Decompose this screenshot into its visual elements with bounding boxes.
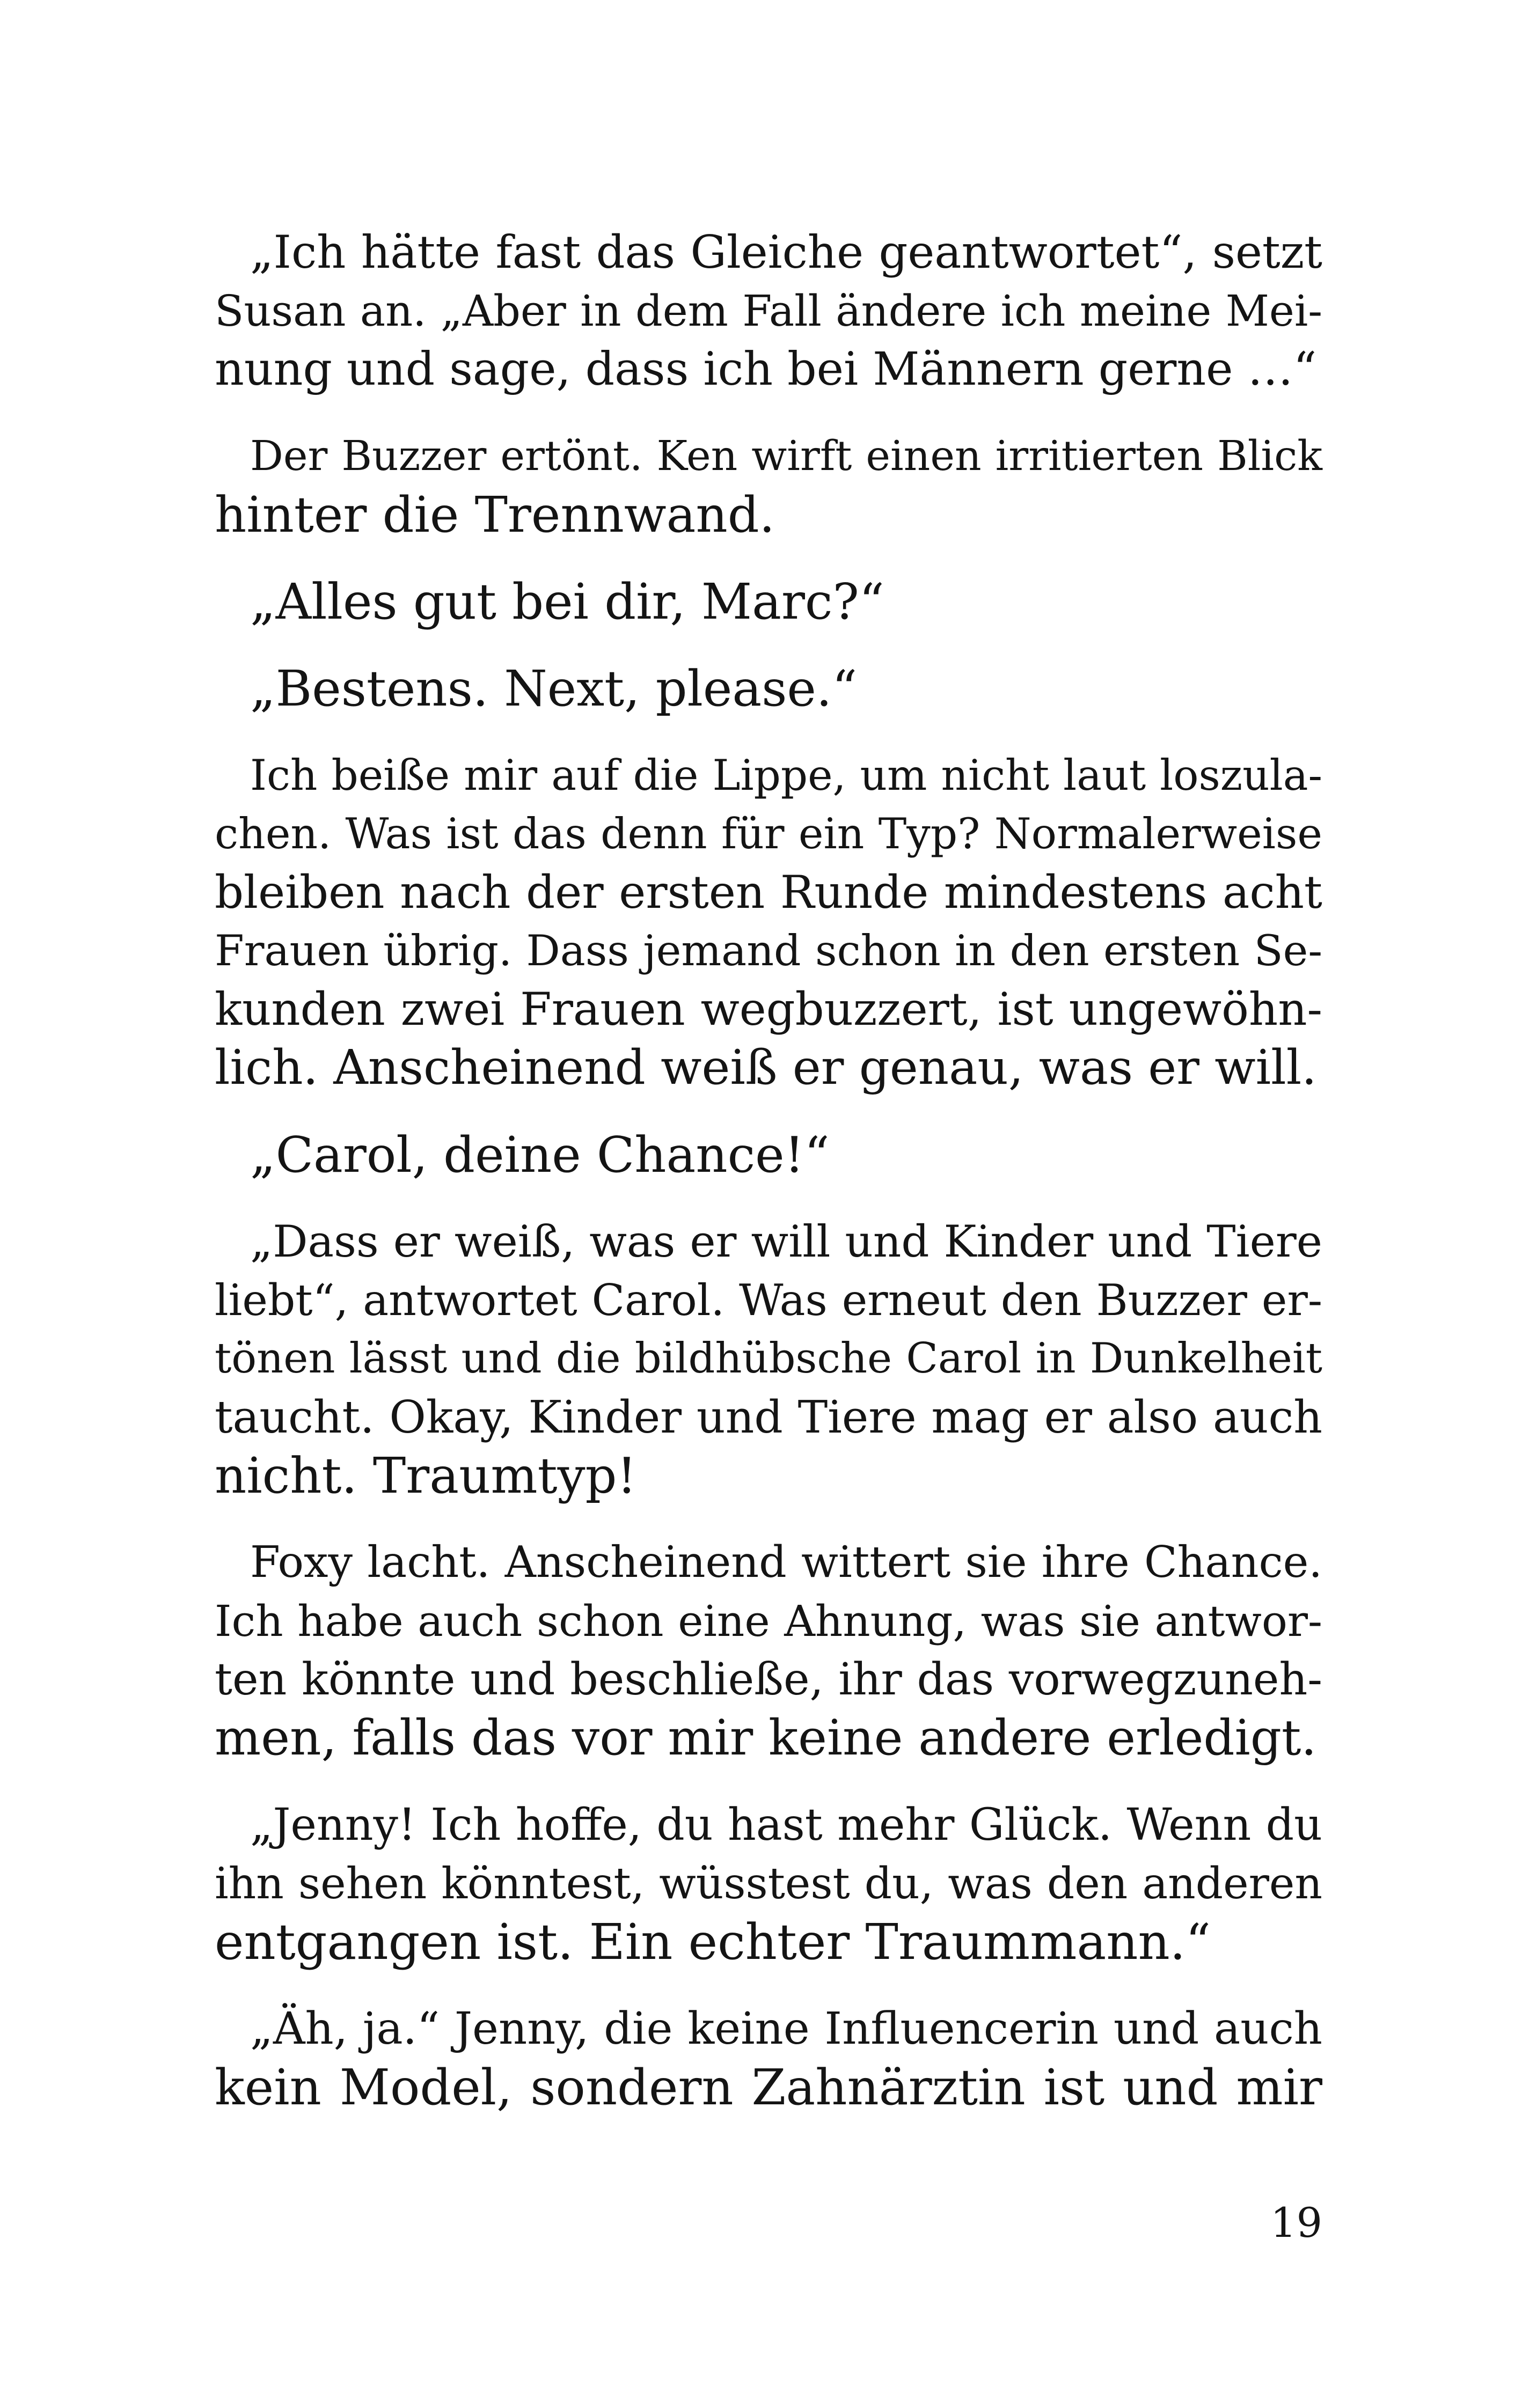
paragraph xyxy=(215,572,1322,631)
text-line: kunden zwei Frauen wegbuzzert, ist ungewöhn- xyxy=(215,983,1322,1036)
paragraph xyxy=(215,659,1322,718)
paragraph xyxy=(215,2000,1322,2117)
text-line: „Alles gut bei dir, Marc?“ xyxy=(250,573,884,630)
text-line: liebt“, antwortet Carol. Was erneut den Buzzer er- xyxy=(215,1275,1322,1325)
text-line: chen. Was ist das denn für ein Typ? Normalerweise xyxy=(215,809,1322,858)
text-line: tönen lässt und die bildhübsche Carol in Dunkelheit xyxy=(215,1334,1322,1383)
text-line: Foxy lacht. Anscheinend wittert sie ihre Chance. xyxy=(250,1537,1322,1588)
text-line: taucht. Okay, Kinder und Tiere mag er also auch xyxy=(215,1391,1322,1443)
paragraph xyxy=(215,427,1322,544)
text-line: men, falls das vor mir keine andere erledigt. xyxy=(215,1710,1317,1766)
text-line: „Jenny! Ich hoffe, du hast mehr Glück. Wenn du xyxy=(250,1800,1322,1851)
text-line: Frauen übrig. Dass jemand schon in den ersten Se- xyxy=(215,926,1322,975)
paragraph xyxy=(215,1796,1322,1971)
text-line: ihn sehen könntest, wüsstest du, was den anderen xyxy=(215,1859,1322,1908)
text-line: „Carol, deine Chance!“ xyxy=(250,1126,830,1184)
text-line: hinter die Trennwand. xyxy=(215,486,775,544)
text-line: lich. Anscheinend weiß er genau, was er will. xyxy=(215,1040,1317,1096)
body-text xyxy=(215,223,1322,2145)
paragraph xyxy=(215,223,1322,399)
text-line: „Dass er weiß, was er will und Kinder und Tiere xyxy=(250,1216,1322,1267)
text-line: nicht. Traumtyp! xyxy=(215,1447,637,1504)
text-line: „Äh, ja.“ Jenny, die keine Influencerin und auch xyxy=(250,2003,1322,2054)
text-line: ten könnte und beschließe, ihr das vorwegzuneh- xyxy=(215,1654,1322,1705)
text-line: bleiben nach der ersten Runde mindestens acht xyxy=(215,866,1322,919)
paragraph xyxy=(215,746,1322,1097)
paragraph xyxy=(215,1213,1322,1505)
text-line: Ich habe auch schon eine Ahnung, was sie antwor- xyxy=(215,1596,1322,1646)
paragraph xyxy=(215,1126,1322,1184)
text-line: Ich beiße mir auf die Lippe, um nicht laut loszula- xyxy=(250,751,1322,800)
text-line: entgangen ist. Ein echter Traummann.“ xyxy=(215,1913,1211,1971)
text-line: „Ich hätte fast das Gleiche geantwortet“, setzt xyxy=(250,226,1322,278)
text-line: Der Buzzer ertönt. Ken wirft einen irritierten Blick xyxy=(250,432,1322,480)
text-line: Susan an. „Aber in dem Fall ändere ich meine Mei- xyxy=(215,286,1322,336)
text-line: „Bestens. Next, please.“ xyxy=(250,660,858,717)
page-number: 19 xyxy=(1270,2199,1322,2247)
text-line: nung und sage, dass ich bei Männern gerne …“ xyxy=(215,343,1317,396)
paragraph xyxy=(215,1533,1322,1767)
text-line: kein Model, sondern Zahnärztin ist und mir xyxy=(215,2059,1322,2116)
